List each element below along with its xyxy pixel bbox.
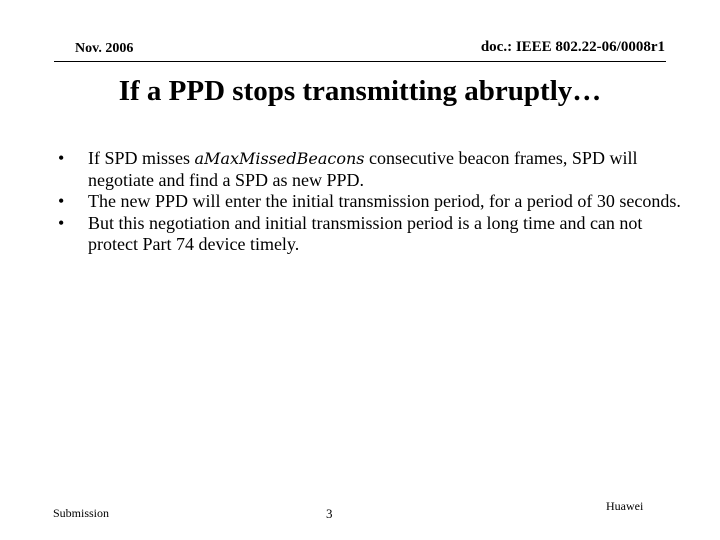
bullet-marker: •: [58, 212, 65, 233]
header-date: Nov. 2006: [75, 41, 134, 56]
bullet-text-emphasis: aMaxMissedBeacons: [194, 149, 365, 168]
header-doc-id: doc.: IEEE 802.22-06/0008r1: [480, 39, 665, 55]
bullet-item: [58, 213, 688, 256]
bullet-item: [58, 148, 688, 191]
bullet-marker: •: [58, 191, 65, 211]
bullet-text-pre: If SPD misses: [88, 148, 195, 168]
bullet-marker: •: [58, 148, 65, 168]
header-rule: [54, 61, 666, 62]
bullet-text-post: consecutive beacon frames, SPD will negotiate and find a SPD as new PPD.: [88, 148, 638, 190]
footer-submission: Submission: [53, 506, 110, 520]
bullet-list: [58, 148, 688, 256]
bullet-item: [58, 191, 688, 213]
footer-company: Huawei: [606, 499, 644, 513]
slide-title: If a PPD stops transmitting abruptly…: [118, 75, 602, 107]
bullet-text: But this negotiation and initial transmission period is a long time and can not protect Part 74 device timely.: [88, 212, 643, 254]
bullet-text: The new PPD will enter the initial transmission period, for a period of 30 seconds.: [88, 191, 681, 211]
footer-page-number: 3: [326, 506, 333, 521]
